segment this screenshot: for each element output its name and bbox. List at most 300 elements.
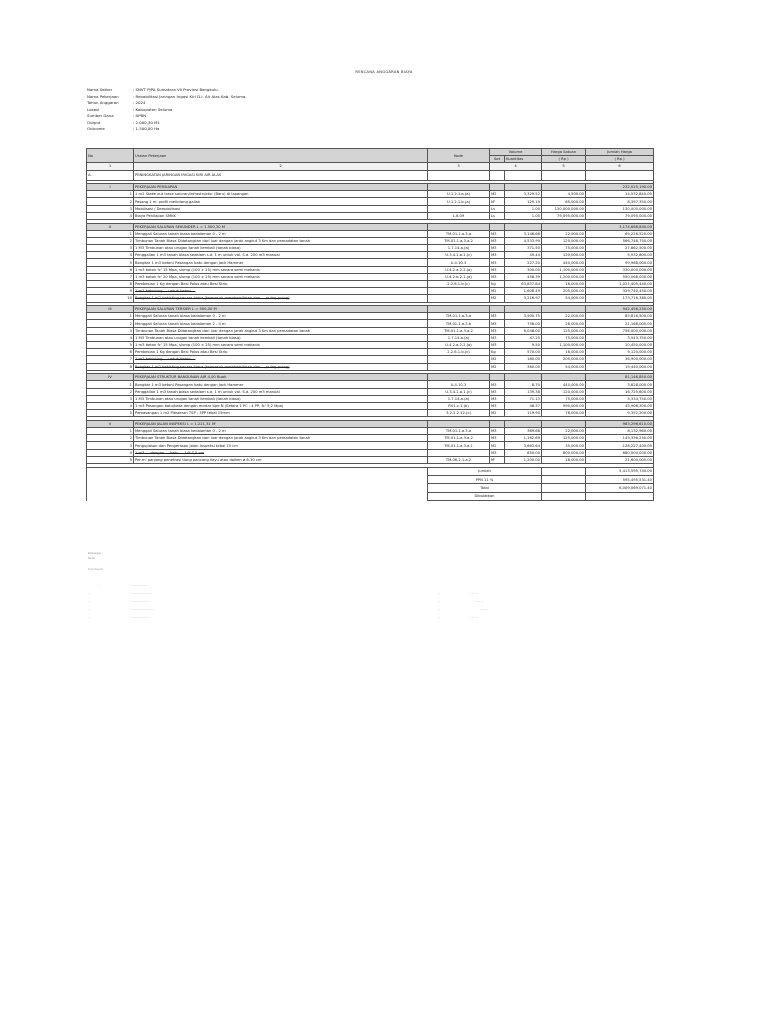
item-row	[87, 381, 654, 388]
header-harga-unit: ( Rp )	[542, 156, 586, 163]
item-no: 4	[87, 252, 134, 259]
empty-cell	[428, 374, 490, 381]
item-description: 1 m3 ... dengan ... batu ... 1:5:7,5 cm	[134, 449, 428, 456]
item-row	[87, 205, 654, 212]
item-quantity: 1.00	[505, 212, 542, 219]
section-total: 232,025,190.00	[586, 184, 654, 191]
item-amount: 330,000,000.00	[586, 266, 654, 273]
empty-cell	[490, 374, 505, 381]
item-no: 5	[87, 259, 134, 266]
info-label: Lokasi	[87, 106, 100, 112]
item-row	[87, 442, 654, 449]
item-amount: 3,828,000.00	[586, 381, 654, 388]
item-unit: M3	[490, 273, 505, 280]
item-quantity: 3,216.97	[505, 295, 542, 302]
info-value: : Kabupaten Seluma	[133, 106, 173, 112]
item-description: Penggalian 1 m3 tanah biasa sedalam s.d. 1 m untuk vol. S.d. 200 m3 manual	[134, 388, 428, 395]
item-no: 4	[87, 212, 134, 219]
item-code: TM.01.1.a.3.a.2	[428, 435, 490, 442]
empty-cell	[542, 374, 586, 381]
item-description: Per-m' panjang penetrasi tiang pancang kayu atau dolken ø 8-10 cm	[134, 456, 428, 463]
item-code: TM.01.1.a.3.b	[428, 320, 490, 327]
item-code: 3.2.2.2.12.(c)	[428, 410, 490, 417]
item-description: Pembesian 1 Kg dengan Besi Polos atau Besi Strip	[134, 281, 428, 288]
section-row	[87, 223, 654, 230]
info-label: Nama Pekerjaan	[87, 93, 119, 99]
item-unit-price: 75,000.00	[542, 395, 586, 402]
empty-cell	[505, 184, 542, 191]
summary-row	[87, 492, 654, 500]
item-unit-price: 28,000.00	[542, 320, 586, 327]
item-no: 2	[87, 198, 134, 205]
item-quantity: 4,533.99	[505, 237, 542, 244]
item-code: U.3.4.1.a.1.(c)	[428, 252, 490, 259]
item-description: Mobilisasi / Demobilisasi	[134, 205, 428, 212]
summary-value	[586, 492, 654, 500]
empty-cell	[542, 467, 586, 475]
item-quantity: 369.68	[505, 428, 542, 435]
item-unit: M3	[490, 388, 505, 395]
item-unit-price: 22,000.00	[542, 428, 586, 435]
item-unit-price: 35,000.00	[542, 442, 586, 449]
item-quantity: 227.20	[505, 259, 542, 266]
item-row	[87, 245, 654, 252]
item-description: Pembesian 1 Kg dengan Besi Polos atau Besi Strip	[134, 349, 428, 356]
info-label: Outcome	[87, 126, 105, 131]
item-amount: 45,906,300.00	[586, 403, 654, 410]
item-no: 5	[87, 342, 134, 349]
item-unit: M2	[490, 191, 505, 198]
section-row	[87, 420, 654, 427]
header-row	[87, 149, 654, 156]
item-row	[87, 320, 654, 327]
item-quantity: 6,048.00	[505, 327, 542, 334]
item-amount: 79,095,000.00	[586, 212, 654, 219]
summary-label: PPN 11 %	[428, 475, 542, 483]
summary-value: 6,009,069,071.40	[586, 484, 654, 492]
item-description: Bongkar 1 m2 bekisting secara biasa (termasuk membersihkan dan ... puing-puing)	[134, 363, 428, 370]
item-quantity: 129.19	[505, 198, 542, 205]
item-code: U.4.2.b.2.1.(a)	[428, 273, 490, 280]
item-row	[87, 456, 654, 463]
item-no: 1	[87, 428, 134, 435]
info-label: Tahun Anggaran	[87, 100, 119, 105]
item-unit-price: 990,000.00	[542, 403, 586, 410]
item-description: Penggalian 1 m3 tanah biasa sedalam s.d. 1 m untuk vol. S.d. 200 m3 manual	[134, 252, 428, 259]
empty-cell	[490, 223, 505, 230]
item-code: U.4.10.3	[428, 381, 490, 388]
item-quantity: 300.00	[505, 266, 542, 273]
main-work-title: PENINGKATAN JARINGAN IRIGASI KIRI AIR ALAS	[134, 170, 428, 180]
item-description: 1 m2 bekisting ... untuk beton ...	[134, 288, 428, 295]
item-description: Pengupasan dan Pengerasan Jalan Inspeksi tebal 15 cm	[134, 442, 428, 449]
item-quantity: 46.37	[505, 403, 542, 410]
item-unit-price: 120,000.00	[542, 388, 586, 395]
item-amount: 14,532,840.00	[586, 191, 654, 198]
item-amount: 5,334,750.00	[586, 395, 654, 402]
item-amount: 21,168,000.00	[586, 320, 654, 327]
item-row	[87, 449, 654, 456]
item-quantity: 71.13	[505, 395, 542, 402]
section-title: PEKERJAAN JALAN INSPEKSI L = 1.221,31 M'	[134, 420, 428, 427]
item-code	[428, 295, 490, 302]
info-value: : 2.000,30 M1	[133, 119, 160, 125]
item-row	[87, 288, 654, 295]
item-unit-price: 125,000.00	[542, 327, 586, 334]
item-row	[87, 428, 654, 435]
item-amount: 3,543,750.00	[586, 334, 654, 341]
summary-row	[87, 484, 654, 492]
item-unit: M3	[490, 237, 505, 244]
item-no: 2	[87, 320, 134, 327]
item-row	[87, 363, 654, 370]
cost-estimate-table	[86, 148, 654, 501]
item-code: TM.01.1.a.3.a.2	[428, 327, 490, 334]
empty-cell	[505, 420, 542, 427]
section-no: IV	[87, 374, 134, 381]
item-quantity: 180.00	[505, 356, 542, 363]
item-description: 1 m3 beton fc' 15 Mpa, slump (100 ± 25) mm secara semi mekanis	[134, 342, 428, 349]
item-amount: 69,226,520.00	[586, 230, 654, 237]
section-total: 942,458,250.00	[586, 306, 654, 313]
item-description: Menggali Saluran tanah biasa kedalaman 2 - 4 m	[134, 320, 428, 327]
item-unit: M3	[490, 313, 505, 320]
section-row	[87, 184, 654, 191]
item-quantity: 360.00	[505, 363, 542, 370]
item-description: Timbunan Tanah Biasa Didatangkan dari luar dengan jarak angkut 3 Km dan pemadatan tanah	[134, 327, 428, 334]
empty-cell	[428, 184, 490, 191]
section-title: PEKERJAAN PERSIAPAN	[134, 184, 428, 191]
item-unit: M3	[490, 435, 505, 442]
column-number: 5	[542, 163, 586, 170]
item-quantity: 1,608.49	[505, 288, 542, 295]
item-description: 1 M3 Timbunan atau urugan tanah kembali (tanah biasa)	[134, 245, 428, 252]
item-quantity: 119.90	[505, 410, 542, 417]
item-no: 9	[87, 288, 134, 295]
item-description: Biaya Penilapan SMKK	[134, 212, 428, 219]
info-label: Sumber Dana	[87, 113, 114, 118]
item-code	[428, 288, 490, 295]
header-jumlah-unit: ( Rp )	[586, 156, 654, 163]
item-row	[87, 327, 654, 334]
header-kuantitas: Kuantitas	[505, 156, 542, 163]
column-number-row	[87, 163, 654, 170]
item-description: 1 M3 Timbunan atau urugan tanah kembali (tanah biasa)	[134, 395, 428, 402]
section-total: 3,174,668,840.00	[586, 223, 654, 230]
item-unit-price: 16,000.00	[542, 349, 586, 356]
section-no: I	[87, 184, 134, 191]
info-value: : SNVT PJPA Sumatera VII Provinsi Bengkulu.	[133, 87, 219, 92]
header-uraian: Uraian Pekerjaan	[134, 149, 428, 163]
item-unit-price: 75,000.00	[542, 334, 586, 341]
section-row	[87, 306, 654, 313]
column-number: 6	[586, 163, 654, 170]
empty-cell	[542, 170, 586, 180]
item-description: 1 m2 bekisting ... untuk beton ...	[134, 356, 428, 363]
item-row	[87, 237, 654, 244]
footnote-text-2: Tanda	[88, 557, 95, 560]
item-unit-price: 54,000.00	[542, 363, 586, 370]
summary-label: Total	[428, 484, 542, 492]
summary-value: 595,495,531.40	[586, 475, 654, 483]
item-unit: M3	[490, 403, 505, 410]
item-code: 1.7.14.a.(a)	[428, 334, 490, 341]
item-unit-price: 130,000,000.00	[542, 205, 586, 212]
document-title: RENCANA ANGGARAN BIAYA	[355, 70, 413, 74]
item-unit: M3	[490, 327, 505, 334]
item-quantity: 63,837.84	[505, 281, 542, 288]
item-code: 1.7.14.a.(a)	[428, 245, 490, 252]
item-amount: 128,227,400.00	[586, 442, 654, 449]
header-harga: Harga Satuan	[542, 149, 586, 156]
section-no: V	[87, 420, 134, 427]
item-unit-price: 1,200,000.00	[542, 273, 586, 280]
summary-spacer	[87, 492, 428, 500]
item-quantity: 139.38	[505, 388, 542, 395]
empty-cell	[428, 223, 490, 230]
item-row	[87, 356, 654, 363]
item-amount: 36,900,000.00	[586, 356, 654, 363]
header-sat: Sat	[490, 156, 505, 163]
item-quantity: 570.00	[505, 349, 542, 356]
item-description: 1 m3 Pasangan batu/bata dengan mortar tipe N (Setara 1 PC : 4 PP, fc' 5,2 Mpa)	[134, 403, 428, 410]
item-row	[87, 230, 654, 237]
item-unit: M2	[490, 295, 505, 302]
item-no: 2	[87, 435, 134, 442]
item-quantity: 49.44	[505, 252, 542, 259]
item-unit: M3	[490, 245, 505, 252]
item-unit-price: 120,000.00	[542, 252, 586, 259]
empty-cell	[586, 170, 654, 180]
item-row	[87, 435, 654, 442]
section-title: PEKERJAAN SALURAN TERSIER L = 500,00 M	[134, 306, 428, 313]
item-unit: M3	[490, 381, 505, 388]
item-quantity: 1.00	[505, 205, 542, 212]
item-no: 7	[87, 356, 134, 363]
item-code: U.4.2.a.2.2.(a)	[428, 342, 490, 349]
item-code: P.01.c.1.(b)	[428, 403, 490, 410]
item-no: 7	[87, 273, 134, 280]
item-no: 2	[87, 388, 134, 395]
item-no: 3	[87, 245, 134, 252]
section-no: III	[87, 306, 134, 313]
item-amount: 756,000,000.00	[586, 327, 654, 334]
section-title: PEKERJAAN STRUKTUR BANGUNAN AIR 4,00 Buah	[134, 374, 428, 381]
item-no: 1	[87, 191, 134, 198]
empty-cell	[542, 492, 586, 500]
item-unit-price: 1,100,000.00	[542, 266, 586, 273]
item-quantity: 756.00	[505, 320, 542, 327]
item-unit: M'	[490, 198, 505, 205]
item-unit-price: 65,000.00	[542, 198, 586, 205]
item-row	[87, 403, 654, 410]
item-code	[428, 205, 490, 212]
item-quantity: 47.25	[505, 334, 542, 341]
item-unit: M3	[490, 342, 505, 349]
summary-row	[87, 475, 654, 483]
item-unit-price: 54,000.00	[542, 295, 586, 302]
item-row	[87, 252, 654, 259]
column-number: 2	[134, 163, 428, 170]
item-code	[428, 363, 490, 370]
main-work-no: A.	[87, 170, 134, 180]
summary-spacer	[87, 467, 428, 475]
document-page: RENCANA ANGGARAN BIAYA Nama Satker : SNVT PJPA Sumatera VII Provinsi Bengkulu. Nama Pekerjaan : Rehabilitasi Jaringan Irigasi Kiri D.I. Air Alas Kab. Seluma. Tahun Anggaran : 2024 Lokasi : Kabupaten Seluma Sumber Dana : APBN Output : 2.000,30 M1 Outcome : 1.500,00 Ha No Uraian Pekerjaan Kode Volume Harga Satuan Jumlah Harga Sat Kuantitas ( Rp ) ( Rp ) 1 2 3 4 5 6 A. PENINGKATAN JARINGAN IRIGASI KIRI AIR ALAS I PEKERJAAN PERSIAPAN 232,025,190.00 1 1 m2 Stake out trase saluran/infrastruktur (Baru) di lapangan U.1.2.1.a.(a) M2 3,329.52 4,500.00 14,532,840.00 2 Pasang 1 m' profil melintang galian U.1.2.1.b.(a) M' 129.19 65,000.00 8,397,350.00 3 Mobilisasi / Demobilisasi Ls 1.00 130,000,000.00 130,000,000.00 4 Biaya Penilapan SMKK L.6.09 Ls 1.00 79,095,000.00 79,095,000.00 II PEKERJAAN SALURAN SEKUNDER L = 1.500,30 M 3,174,668,840.00 1 Menggali Saluran tanah biasa kedalaman 0 - 2 m TM.01.1.a.3.a M3 3,146.66 22,000.00 69,226,520.00 2 Timbunan Tanah Biasa Didatangkan dari luar dengan jarak angkut 3 Km dan pemadatan tanah TM.01.1.a.3.a.2 M3 4,533.99 125,000.00 566,748,750.00 3 1 M3 Timbunan atau urugan tanah kembali (tanah biasa) 1.7.14.a.(a) M3 371.50 75,000.00 27,862,500.00 4 Penggalian 1 m3 tanah biasa sedalam s.d. 1 m untuk vol. S.d. 200 m3 manual U.3.4.1.a.1.(c) M3 49.44 120,000.00 5,932,800.00 5 Bongkar 1 m3 beton/ Pasangan batu dengan Jack Hammer U.4.10.3 M3 227.20 440,000.00 99,968,000.00 6 1 m3 beton fc' 15 Mpa, slump (100 ± 25) mm secara semi mekanis U.4.2.a.2.2.(a) M3 300.00 1,100,000.00 330,000,000.00 7 1 m3 beton fc' 20 Mpa, slump (100 ± 25) mm secara semi mekanis U.4.2.b.2.1.(a) M3 458.39 1,200,000.00 550,068,000.00 8 Pembesian 1 Kg dengan Besi Polos atau Besi Strip 2.2.6.1.b.(c) Kg 63,837.84 16,000.00 1,021,405,440.00 9 1 m2 bekisting ... untuk beton ... M2 1,608.49 205,000.00 329,740,450.00 10 Bongkar 1 m2 bekisting secara biasa (termasuk membersihkan dan ... puing-puing) M2 3,216.97 54,000.00 173,716,380.00 III PEKERJAAN SALURAN TERSIER L = 500,00 M 942,458,250.00 1 Menggali Saluran tanah biasa kedalaman 0 - 2 m TM.01.1.a.3.a M3 3,900.75 22,000.00 85,816,500.00 2 Menggali Saluran tanah biasa kedalaman 2 - 4 m TM.01.1.a.3.b M3 756.00 28,000.00 21,168,000.00 3 Timbunan Tanah Biasa Didatangkan dari luar dengan jarak angkut 3 Km dan pemadatan tanah TM.01.1.a.3.a.2 M3 6,048.00 125,000.00 756,000,000.00 4 1 M3 Timbunan atau urugan tanah kembali (tanah biasa) 1.7.14.a.(a) M3 47.25 75,000.00 3,543,750.00 5 1 m3 beton fc' 15 Mpa, slump (100 ± 25) mm secara semi mekanis U.4.2.a.2.2.(a) M3 9.50 1,100,000.00 10,450,000.00 6 Pembesian 1 Kg dengan Besi Polos atau Besi Strip 2.2.6.1.b.(c) Kg 570.00 16,000.00 9,120,000.00 7 1 m2 bekisting ... untuk beton ... M2 180.00 205,000.00 36,900,000.00 8 Bongkar 1 m2 bekisting secara biasa (termasuk membersihkan dan ... puing-puing) M2 360.00 54,000.00 19,440,000.00 IV PEKERJAAN STRUKTUR BANGUNAN AIR 4,00 Buah 81,146,850.00 1 Bongkar 1 m3 beton/ Pasangan batu dengan Jack Hammer U.4.10.3 M3 8.70 440,000.00 3,828,000.00 2 Penggalian 1 m3 tanah biasa sedalam s.d. 1 m untuk vol. S.d. 200 m3 manual U.3.4.1.a.1.(c) M3 139.38 120,000.00 16,725,600.00 3 1 M3 Timbunan atau urugan tanah kembali (tanah biasa) 1.7.14.a.(a) M3 71.13 75,000.00 5,334,750.00 4 1 m3 Pasangan batu/bata dengan mortar tipe N (Setara 1 PC : 4 PP, fc' 5,2 Mpa) P.01.c.1.(b) M3 46.37 990,000.00 45,906,300.00 5 Pemasangan 1 m2 Plesteran TSP : 3PP tebal 15mm 3.2.2.2.12.(c) M2 119.90 78,000.00 9,352,200.00 V PEKERJAAN JALAN INSPEKSI L = 1.221,31 M' 983,296,610.00 1 Menggali Saluran tanah biasa kedalaman 0 - 2 m TM.01.1.a.3.a M3 369.68 22,000.00 8,132,960.00 2 Timbunan Tanah Biasa Didatangkan dari luar dengan jarak angkut 3 Km dan pemadatan tanah TM.01.1.a.3.a.2 M3 1,162.69 125,000.00 145,336,250.00 3 Pengupasan dan Pengerasan Jalan Inspeksi tebal 15 cm TM.01.1.a.3.a.1 M2 3,663.64 35,000.00 128,227,400.00 4 1 m3 ... dengan ... batu ... 1:5:7,5 cm M3 850.00 800,000.00 680,000,000.00 5 Per-m' panjang penetrasi tiang pancang kayu atau dolken ø 8-10 cm TM.06.2.1.a.2 M' 1,200.00 18,000.00 21,600,000.00 Jumlah 5,413,595,740.00 PPN 11 % 595,495,531.40 Total 6,009,069,071.40 Dibulatkan Keterangan : Tanda Ketua/Kepala — ——————— — ————————— — —— — — ———————— — —— — — —————————— — — —— — ———————— — —— —	[0, 0, 768, 1024]
item-amount: 16,725,600.00	[586, 388, 654, 395]
empty-cell	[542, 184, 586, 191]
info-label: Nama Satker	[87, 87, 113, 92]
item-row	[87, 334, 654, 341]
item-code	[428, 356, 490, 363]
item-amount: 173,716,380.00	[586, 295, 654, 302]
item-amount: 130,000,000.00	[586, 205, 654, 212]
item-row	[87, 198, 654, 205]
item-description: Timbunan Tanah Biasa Didatangkan dari luar dengan jarak angkut 3 Km dan pemadatan tanah	[134, 237, 428, 244]
item-unit: M2	[490, 356, 505, 363]
item-no: 4	[87, 449, 134, 456]
project-info	[87, 87, 247, 133]
item-row	[87, 259, 654, 266]
summary-spacer	[87, 475, 428, 483]
item-no: 1	[87, 230, 134, 237]
column-number: 3	[428, 163, 490, 170]
item-row	[87, 266, 654, 273]
item-code: U.1.2.1.b.(a)	[428, 198, 490, 205]
item-code: TM.01.1.a.3.a	[428, 313, 490, 320]
item-unit-price: 205,000.00	[542, 288, 586, 295]
main-work-row	[87, 170, 654, 180]
info-value: : 2024	[133, 100, 146, 105]
item-unit-price: 16,000.00	[542, 281, 586, 288]
item-no: 1	[87, 381, 134, 388]
empty-cell	[542, 475, 586, 483]
empty-cell	[505, 374, 542, 381]
item-unit-price: 440,000.00	[542, 381, 586, 388]
item-no: 10	[87, 295, 134, 302]
item-row	[87, 388, 654, 395]
item-quantity: 371.50	[505, 245, 542, 252]
item-amount: 680,000,000.00	[586, 449, 654, 456]
item-amount: 329,740,450.00	[586, 288, 654, 295]
item-row	[87, 342, 654, 349]
item-no: 3	[87, 327, 134, 334]
item-unit: M3	[490, 230, 505, 237]
section-no: II	[87, 223, 134, 230]
item-unit-price: 18,000.00	[542, 456, 586, 463]
item-no: 5	[87, 456, 134, 463]
empty-cell	[542, 420, 586, 427]
item-description: Pasang 1 m' profil melintang galian	[134, 198, 428, 205]
item-no: 6	[87, 266, 134, 273]
item-amount: 9,120,000.00	[586, 349, 654, 356]
item-description: 1 m3 beton fc' 15 Mpa, slump (100 ± 25) mm secara semi mekanis	[134, 266, 428, 273]
empty-cell	[428, 420, 490, 427]
item-unit-price: 22,000.00	[542, 313, 586, 320]
item-quantity: 9.50	[505, 342, 542, 349]
item-unit-price: 78,000.00	[542, 410, 586, 417]
item-unit: M3	[490, 449, 505, 456]
item-code: TM.06.2.1.a.2	[428, 456, 490, 463]
item-no: 8	[87, 281, 134, 288]
item-quantity: 458.39	[505, 273, 542, 280]
item-amount: 145,336,250.00	[586, 435, 654, 442]
item-no: 4	[87, 334, 134, 341]
item-no: 8	[87, 363, 134, 370]
item-description: Menggali Saluran tanah biasa kedalaman 0 - 2 m	[134, 313, 428, 320]
summary-value: 5,413,595,740.00	[586, 467, 654, 475]
item-row	[87, 410, 654, 417]
item-amount: 85,816,500.00	[586, 313, 654, 320]
item-amount: 27,862,500.00	[586, 245, 654, 252]
section-total: 81,146,850.00	[586, 374, 654, 381]
item-amount: 1,021,405,440.00	[586, 281, 654, 288]
item-quantity: 8.70	[505, 381, 542, 388]
empty-cell	[490, 306, 505, 313]
item-no: 3	[87, 442, 134, 449]
column-number: 4	[490, 163, 542, 170]
item-amount: 99,968,000.00	[586, 259, 654, 266]
summary-spacer	[87, 484, 428, 492]
item-quantity: 3,329.52	[505, 191, 542, 198]
item-quantity: 1,162.69	[505, 435, 542, 442]
item-no: 5	[87, 410, 134, 417]
header-jumlah: Jumlah Harga	[586, 149, 654, 156]
info-value: : APBN	[133, 113, 147, 118]
item-code: L.6.09	[428, 212, 490, 219]
item-amount: 19,440,000.00	[586, 363, 654, 370]
item-code: U.4.2.a.2.2.(a)	[428, 266, 490, 273]
item-unit-price: 79,095,000.00	[542, 212, 586, 219]
item-quantity: 1,200.00	[505, 456, 542, 463]
item-description: Timbunan Tanah Biasa Didatangkan dari luar dengan jarak angkut 3 Km dan pemadatan tanah	[134, 435, 428, 442]
item-unit: Kg	[490, 281, 505, 288]
item-amount: 566,748,750.00	[586, 237, 654, 244]
item-code: 2.2.6.1.b.(c)	[428, 281, 490, 288]
item-row	[87, 212, 654, 219]
item-description: Menggali Saluran tanah biasa kedalaman 0 - 2 m	[134, 230, 428, 237]
item-unit: M2	[490, 363, 505, 370]
empty-cell	[542, 223, 586, 230]
empty-cell	[490, 420, 505, 427]
empty-cell	[505, 223, 542, 230]
item-code: 1.7.14.a.(a)	[428, 395, 490, 402]
item-code: TM.01.1.a.3.a	[428, 428, 490, 435]
item-unit: Kg	[490, 349, 505, 356]
header-kode: Kode	[428, 149, 490, 163]
item-unit: M3	[490, 395, 505, 402]
item-unit-price: 125,000.00	[542, 237, 586, 244]
section-row	[87, 374, 654, 381]
item-no: 4	[87, 403, 134, 410]
item-code: U.1.2.1.a.(a)	[428, 191, 490, 198]
item-unit: Ls	[490, 212, 505, 219]
summary-label: Jumlah	[428, 467, 542, 475]
item-no: 3	[87, 205, 134, 212]
item-row	[87, 273, 654, 280]
item-unit: M2	[490, 288, 505, 295]
item-code: 2.2.6.1.b.(c)	[428, 349, 490, 356]
column-number: 1	[87, 163, 134, 170]
item-amount: 10,450,000.00	[586, 342, 654, 349]
item-description: Bongkar 1 m3 beton/ Pasangan batu dengan Jack Hammer	[134, 259, 428, 266]
item-code: TM.01.1.a.3.a.2	[428, 237, 490, 244]
item-row	[87, 395, 654, 402]
item-no: 1	[87, 313, 134, 320]
item-unit: M3	[490, 428, 505, 435]
empty-cell	[505, 306, 542, 313]
item-description: 1 m3 beton fc' 20 Mpa, slump (100 ± 25) mm secara semi mekanis	[134, 273, 428, 280]
item-no: 3	[87, 395, 134, 402]
